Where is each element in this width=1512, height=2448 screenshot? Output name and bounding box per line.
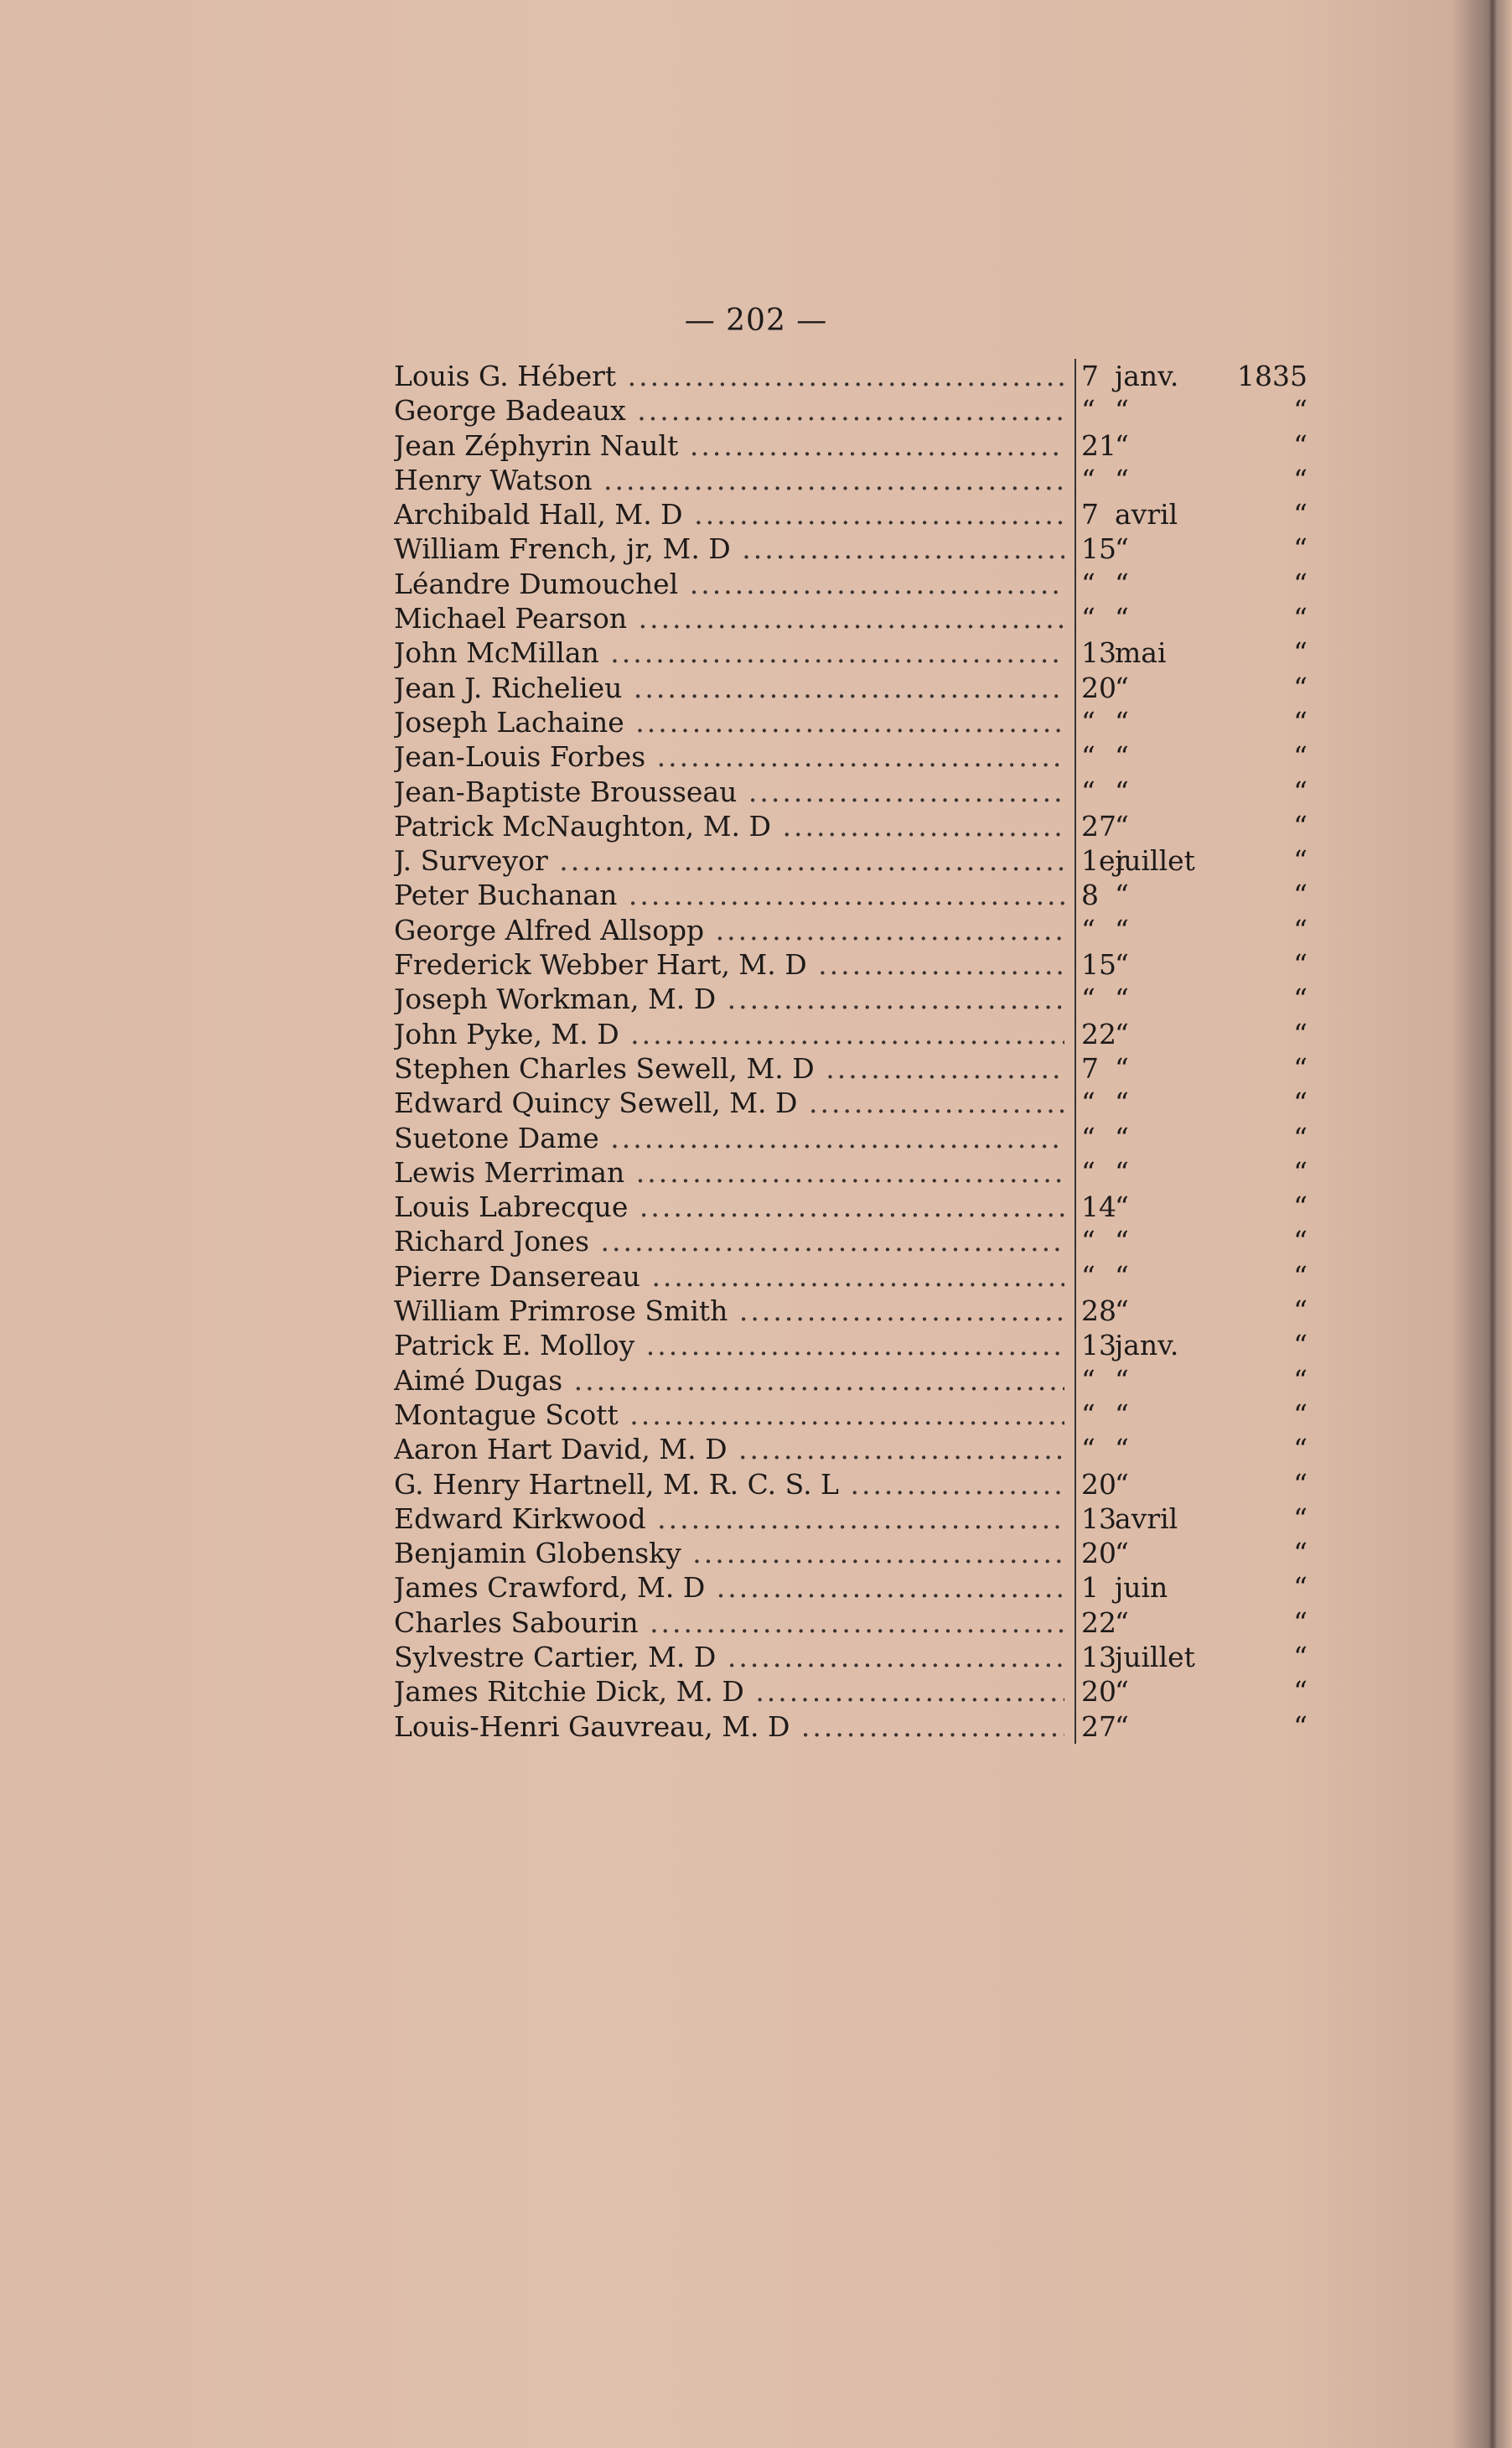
entry-name: John McMillan .....: [394, 635, 1064, 670]
entry-month: “: [1115, 775, 1129, 808]
entry-name: Aimé Dugas .....: [394, 1363, 1064, 1398]
entry-name: Sylvestre Cartier, M. D .....: [394, 1640, 1064, 1674]
entry-name: Suetone Dame .....: [394, 1121, 1064, 1155]
entry-month: “: [1115, 705, 1129, 739]
entry-name: J. Surveyor .....: [394, 843, 1064, 878]
entry-month: “: [1115, 879, 1129, 912]
list-item: [394, 1121, 1307, 1155]
entry-name: Stephen Charles Sewell, M. D .....: [394, 1051, 1064, 1086]
entry-month: “: [1115, 532, 1129, 566]
list-item: [394, 1051, 1307, 1086]
entry-day: 13: [1081, 1501, 1116, 1535]
entry-day: “: [1081, 1363, 1095, 1397]
entry-day: 27: [1081, 1709, 1116, 1743]
entry-month: “: [1115, 1155, 1129, 1189]
entry-day: 21: [1081, 428, 1116, 462]
list-item: [394, 463, 1307, 497]
entry-name: Joseph Lachaine .....: [394, 705, 1064, 739]
entry-year: “: [1293, 775, 1307, 808]
entry-name: G. Henry Hartnell, M. R. C. S. L .....: [394, 1467, 1064, 1501]
entry-day: “: [1081, 1259, 1095, 1293]
list-item: [394, 1017, 1307, 1051]
entry-month: avril: [1115, 1501, 1178, 1535]
entry-month: janv.: [1115, 1329, 1179, 1362]
list-item: [394, 359, 1307, 393]
entry-name: Jean-Baptiste Brousseau .....: [394, 775, 1064, 809]
entry-day: “: [1081, 705, 1095, 739]
entry-year: “: [1293, 1605, 1307, 1639]
list-item: [394, 775, 1307, 809]
entry-day: 15: [1081, 948, 1116, 982]
entry-name: Patrick McNaughton, M. D .....: [394, 809, 1064, 843]
entry-month: “: [1115, 1675, 1129, 1709]
entry-name: Patrick E. Molloy .....: [394, 1328, 1064, 1362]
entry-name: Benjamin Globensky .....: [394, 1536, 1064, 1570]
entry-name: George Alfred Allsopp .....: [394, 913, 1064, 947]
entry-year: “: [1293, 567, 1307, 600]
entry-day: 20: [1081, 1675, 1116, 1709]
entry-day: 20: [1081, 671, 1116, 704]
list-item: [394, 1328, 1307, 1362]
entry-month: “: [1115, 1017, 1129, 1050]
entry-year: “: [1293, 1640, 1307, 1673]
list-item: [394, 497, 1307, 532]
entry-month: “: [1115, 1537, 1129, 1570]
entry-day: 15: [1081, 532, 1116, 566]
list-item: [394, 1605, 1307, 1640]
entry-year: “: [1293, 1121, 1307, 1154]
entry-name: Aaron Hart David, M. D .....: [394, 1432, 1064, 1466]
entry-day: 22: [1081, 1605, 1116, 1639]
entry-day: 8: [1081, 879, 1099, 912]
entry-name: Michael Pearson .....: [394, 601, 1064, 635]
entry-year: “: [1293, 498, 1307, 532]
list-item: [394, 1432, 1307, 1466]
entry-year: “: [1293, 740, 1307, 774]
entry-year: “: [1293, 1433, 1307, 1466]
entry-year: “: [1293, 532, 1307, 566]
entry-month: “: [1115, 1051, 1129, 1085]
list-item: [394, 1536, 1307, 1570]
entry-day: “: [1081, 1398, 1095, 1431]
entry-year: “: [1293, 1225, 1307, 1258]
register-list: [394, 359, 1307, 1744]
entry-day: 7: [1081, 1051, 1099, 1085]
entry-name: Edward Quincy Sewell, M. D .....: [394, 1086, 1064, 1120]
entry-name: Frederick Webber Hart, M. D .....: [394, 947, 1064, 982]
entry-month: “: [1115, 1433, 1129, 1466]
entry-name: Louis-Henri Gauvreau, M. D .....: [394, 1709, 1064, 1744]
entry-day: 1er: [1081, 844, 1129, 878]
entry-day: “: [1081, 567, 1095, 600]
entry-month: “: [1115, 567, 1129, 600]
entry-month: “: [1115, 1363, 1129, 1397]
entry-month: “: [1115, 428, 1129, 462]
entry-day: “: [1081, 1225, 1095, 1258]
entry-month: juillet: [1115, 1640, 1195, 1673]
entry-name: John Pyke, M. D .....: [394, 1017, 1064, 1051]
list-item: [394, 705, 1307, 739]
list-item: [394, 1224, 1307, 1258]
entry-day: 14: [1081, 1190, 1116, 1224]
entry-name: Jean-Louis Forbes .....: [394, 739, 1064, 774]
entry-year: “: [1293, 1190, 1307, 1224]
entry-day: “: [1081, 1155, 1095, 1189]
list-item: [394, 1398, 1307, 1432]
entry-day: “: [1081, 775, 1095, 808]
entry-name: Edward Kirkwood .....: [394, 1501, 1064, 1536]
entry-year: “: [1293, 913, 1307, 947]
list-item: [394, 393, 1307, 428]
entry-year: “: [1293, 1051, 1307, 1085]
entry-day: 13: [1081, 636, 1116, 670]
entry-day: “: [1081, 463, 1095, 496]
entry-day: “: [1081, 1087, 1095, 1120]
list-item: [394, 1501, 1307, 1536]
entry-name: George Badeaux .....: [394, 393, 1064, 428]
list-item: [394, 843, 1307, 878]
entry-month: janv.: [1115, 360, 1179, 392]
entry-name: Joseph Workman, M. D .....: [394, 982, 1064, 1016]
entry-year: “: [1293, 1087, 1307, 1120]
list-item: [394, 567, 1307, 601]
entry-name: Lewis Merriman .....: [394, 1155, 1064, 1190]
entry-month: “: [1115, 983, 1129, 1016]
entry-name: William Primrose Smith .....: [394, 1294, 1064, 1328]
list-item: [394, 913, 1307, 947]
entry-name: James Ritchie Dick, M. D .....: [394, 1674, 1064, 1709]
entry-name: Louis Labrecque .....: [394, 1190, 1064, 1224]
entry-name: Henry Watson .....: [394, 463, 1064, 497]
entry-month: “: [1115, 1398, 1129, 1431]
entry-month: “: [1115, 1121, 1129, 1154]
entry-name: Jean Zéphyrin Nault .....: [394, 428, 1064, 463]
entry-month: avril: [1115, 498, 1178, 532]
list-item: [394, 428, 1307, 463]
entry-year: “: [1293, 983, 1307, 1016]
entry-day: 1: [1081, 1571, 1099, 1605]
entry-year: “: [1293, 1398, 1307, 1431]
entry-day: 27: [1081, 809, 1116, 843]
entry-name: Archibald Hall, M. D .....: [394, 497, 1064, 532]
list-item: [394, 635, 1307, 670]
entry-year: “: [1293, 1155, 1307, 1189]
list-item: [394, 982, 1307, 1016]
entry-year: “: [1293, 1537, 1307, 1570]
entry-month: “: [1115, 1709, 1129, 1743]
entry-year: “: [1293, 1329, 1307, 1362]
list-item: [394, 1640, 1307, 1674]
entry-year: “: [1293, 1294, 1307, 1328]
entry-day: 7: [1081, 360, 1099, 392]
entry-year: “: [1293, 1709, 1307, 1743]
entry-year: “: [1293, 428, 1307, 462]
entry-year: “: [1293, 1501, 1307, 1535]
entry-day: “: [1081, 1121, 1095, 1154]
entry-month: juillet: [1115, 844, 1195, 878]
entry-month: “: [1115, 809, 1129, 843]
entry-year: “: [1293, 948, 1307, 982]
list-item: [394, 1190, 1307, 1224]
entry-month: “: [1115, 602, 1129, 635]
list-item: [394, 1570, 1307, 1605]
entry-name: Richard Jones .....: [394, 1224, 1064, 1258]
entry-year: “: [1293, 1571, 1307, 1605]
entry-name: Montague Scott .....: [394, 1398, 1064, 1432]
entry-day: “: [1081, 983, 1095, 1016]
list-item: [394, 739, 1307, 774]
page-spine-shadow: [1489, 0, 1497, 2448]
entry-year: “: [1293, 1259, 1307, 1293]
entry-year: “: [1293, 705, 1307, 739]
list-item: [394, 1155, 1307, 1190]
list-item: [394, 671, 1307, 705]
entry-year: “: [1293, 394, 1307, 428]
entry-name: Charles Sabourin .....: [394, 1605, 1064, 1640]
list-item: [394, 809, 1307, 843]
page-number: — 202 —: [684, 303, 828, 338]
entry-month: “: [1115, 463, 1129, 496]
entry-name: Pierre Dansereau .....: [394, 1259, 1064, 1294]
list-item: [394, 601, 1307, 635]
entry-month: “: [1115, 1259, 1129, 1293]
entry-month: “: [1115, 1190, 1129, 1224]
entry-day: 20: [1081, 1537, 1116, 1570]
entry-name: William French, jr, M. D .....: [394, 532, 1064, 566]
entry-month: “: [1115, 948, 1129, 982]
entry-name: Louis G. Hébert .....: [394, 359, 1064, 393]
entry-day: 13: [1081, 1329, 1116, 1362]
entry-day: “: [1081, 1433, 1095, 1466]
entry-year: “: [1293, 1467, 1307, 1501]
list-item: [394, 1259, 1307, 1294]
entry-name: Léandre Dumouchel .....: [394, 567, 1064, 601]
entry-year: 1835: [1237, 360, 1307, 392]
entry-day: 20: [1081, 1467, 1116, 1501]
list-item: [394, 1086, 1307, 1120]
entry-day: “: [1081, 602, 1095, 635]
list-item: [394, 1674, 1307, 1709]
entry-year: “: [1293, 1017, 1307, 1050]
entry-month: “: [1115, 913, 1129, 947]
entry-day: 7: [1081, 498, 1099, 532]
entry-year: “: [1293, 1675, 1307, 1709]
list-item: [394, 532, 1307, 566]
entry-month: “: [1115, 1294, 1129, 1328]
entry-month: “: [1115, 1605, 1129, 1639]
entry-name: James Crawford, M. D .....: [394, 1570, 1064, 1605]
entry-name: Jean J. Richelieu .....: [394, 671, 1064, 705]
list-item: [394, 1294, 1307, 1328]
entry-month: “: [1115, 394, 1129, 428]
entry-month: “: [1115, 671, 1129, 704]
entry-year: “: [1293, 671, 1307, 704]
list-item: [394, 947, 1307, 982]
entry-day: “: [1081, 913, 1095, 947]
entry-year: “: [1293, 636, 1307, 670]
entry-day: “: [1081, 394, 1095, 428]
entry-month: “: [1115, 1225, 1129, 1258]
entry-day: 22: [1081, 1017, 1116, 1050]
entry-year: “: [1293, 844, 1307, 878]
entry-day: “: [1081, 740, 1095, 774]
entry-year: “: [1293, 602, 1307, 635]
entry-year: “: [1293, 879, 1307, 912]
entry-day: 28: [1081, 1294, 1116, 1328]
entry-year: “: [1293, 463, 1307, 496]
entry-day: 13: [1081, 1640, 1116, 1673]
entry-month: “: [1115, 1087, 1129, 1120]
list-item: [394, 878, 1307, 912]
entry-year: “: [1293, 809, 1307, 843]
list-item: [394, 1363, 1307, 1398]
entry-name: Peter Buchanan .....: [394, 878, 1064, 912]
entry-year: “: [1293, 1363, 1307, 1397]
entry-month: “: [1115, 1467, 1129, 1501]
entry-month: juin: [1115, 1571, 1168, 1605]
list-item: [394, 1467, 1307, 1501]
list-item: [394, 1709, 1307, 1744]
entry-month: “: [1115, 740, 1129, 774]
entry-month: mai: [1115, 636, 1167, 670]
